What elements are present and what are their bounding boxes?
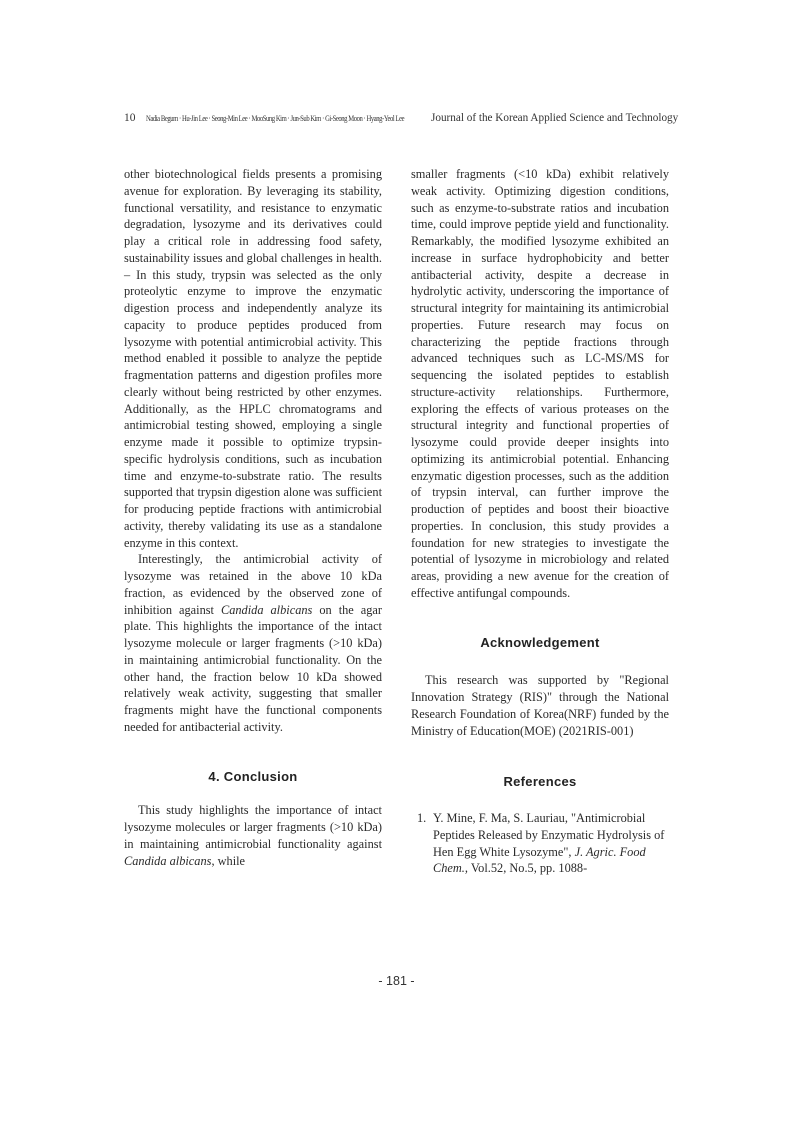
page-footer: - 181 - bbox=[378, 974, 415, 988]
left-column bbox=[124, 166, 382, 869]
reference-text-a: Y. Mine, F. Ma, S. Lauriau, "Antimicrobial Peptides Released by Enzymatic Hydrolysis of Hen Egg White Lysozyme", bbox=[433, 811, 665, 859]
conclusion-text-a: This study highlights the importance of intact lysozyme molecules or larger fragments (>10 kDa) in maintaining antimicrobial functionality against bbox=[124, 803, 382, 851]
header-page-number: 10 bbox=[124, 112, 136, 124]
reference-number: 1. bbox=[417, 811, 427, 825]
species-name: Candida albicans bbox=[220, 602, 313, 617]
conclusion-heading: 4. Conclusion bbox=[208, 768, 298, 784]
reference-item bbox=[411, 810, 669, 877]
reference-journal: J. Agric. Food Chem., bbox=[433, 844, 646, 876]
discussion-paragraph-2 bbox=[124, 551, 382, 735]
references-heading: References bbox=[503, 774, 577, 790]
conclusion-text-b: , while bbox=[211, 853, 246, 868]
acknowledgement-heading: Acknowledgement bbox=[480, 634, 600, 650]
discussion-paragraph-1: other biotechnological fields presents a promising avenue for exploration. By leveraging its stability, functional versatility, and resistance to enzymatic degradation, lysozyme and its derivatives could play a critical role in addressing food safety, sustainability issues and global challenges in health. – In this study, trypsin was selected as the only proteolytic enzyme to improve the enzymatic digestion process and independently analyze its capacity to produce peptides produced from lysozyme with potential antimicrobial activity. This method enabled it possible to analyze the peptide fragmentation patterns and digestion profiles more clearly without being restricted by other enzymes. Additionally, as the HPLC chromatograms and antimicrobial testing showed, employing a single enzyme made it possible to optimize trypsin-specific hydrolysis conditions, such as incubation time and enzyme-to-substrate ratio. The results supported that trypsin digestion alone was sufficient for producing peptide fractions with antimicrobial activity, thereby validating its use as a standalone enzyme in this context. bbox=[124, 167, 382, 550]
header-journal-title: Journal of the Korean Applied Science and Technology bbox=[431, 112, 679, 124]
reference-list bbox=[411, 810, 669, 877]
conclusion-continued: smaller fragments (<10 kDa) exhibit relatively weak activity. Optimizing digestion conditions, such as enzyme-to-substrate ratios and incubation time, could improve peptide yield and functionality. Remarkably, the modified lysozyme exhibited an increase in surface hydrophobicity and better antibacterial activity, despite a decrease in hydrolytic activity, underscoring the importance of structural integrity for maintaining its antimicrobial properties. Future research may focus on characterizing the peptide fractions through advanced techniques such as LC-MS/MS for sequencing the isolated peptides to establish structure-activity relationships. Furthermore, exploring the effects of various proteases on the structural integrity and functional properties of lysozyme could provide deeper insights into optimizing its antimicrobial potential. Enhancing enzymatic digestion processes, such as the addition of trypsin interval, can further improve the production of peptides and boost their bioactive properties. In conclusion, this study provides a foundation for new strategies to investigate the potential of lysozyme in microbiology and related areas, providing a new avenue for the creation of effective antifungal compounds. bbox=[411, 167, 669, 600]
acknowledgement-text: This research was supported by "Regional Innovation Strategy (RIS)" through the National Research Foundation of Korea(NRF) funded by the Ministry of Education(MOE) (2021RIS-001) bbox=[411, 673, 669, 738]
conclusion-species-name: Candida albicans bbox=[124, 853, 212, 868]
right-column bbox=[411, 166, 669, 877]
running-header bbox=[124, 111, 679, 126]
discussion-paragraph-2-text-b: on the agar plate. This highlights the importance of the intact lysozyme molecule or larger fragments (>10 kDa) in maintaining antimicrobial functionality. On the other hand, the fraction below 10 kDa showed relatively weak activity, suggesting that smaller fragments might have the functional components needed for antibacterial activity. bbox=[124, 602, 383, 734]
discussion-paragraph-2-text-a: Interestingly, the antimicrobial activity of lysozyme was retained in the above 10 kDa fraction, as evidenced by the observed zone of inhibition against bbox=[124, 552, 382, 617]
header-authors: Nadia Begum · Hu-Jin Lee · Seong-Min Lee · MooSung Kim · Jun-Sub Kim · Gi-Seong Moon · Hyang-Yeol Lee bbox=[146, 114, 405, 123]
reference-text-b: Vol.52, No.5, pp. 1088- bbox=[467, 861, 588, 876]
conclusion-paragraph bbox=[124, 802, 382, 869]
